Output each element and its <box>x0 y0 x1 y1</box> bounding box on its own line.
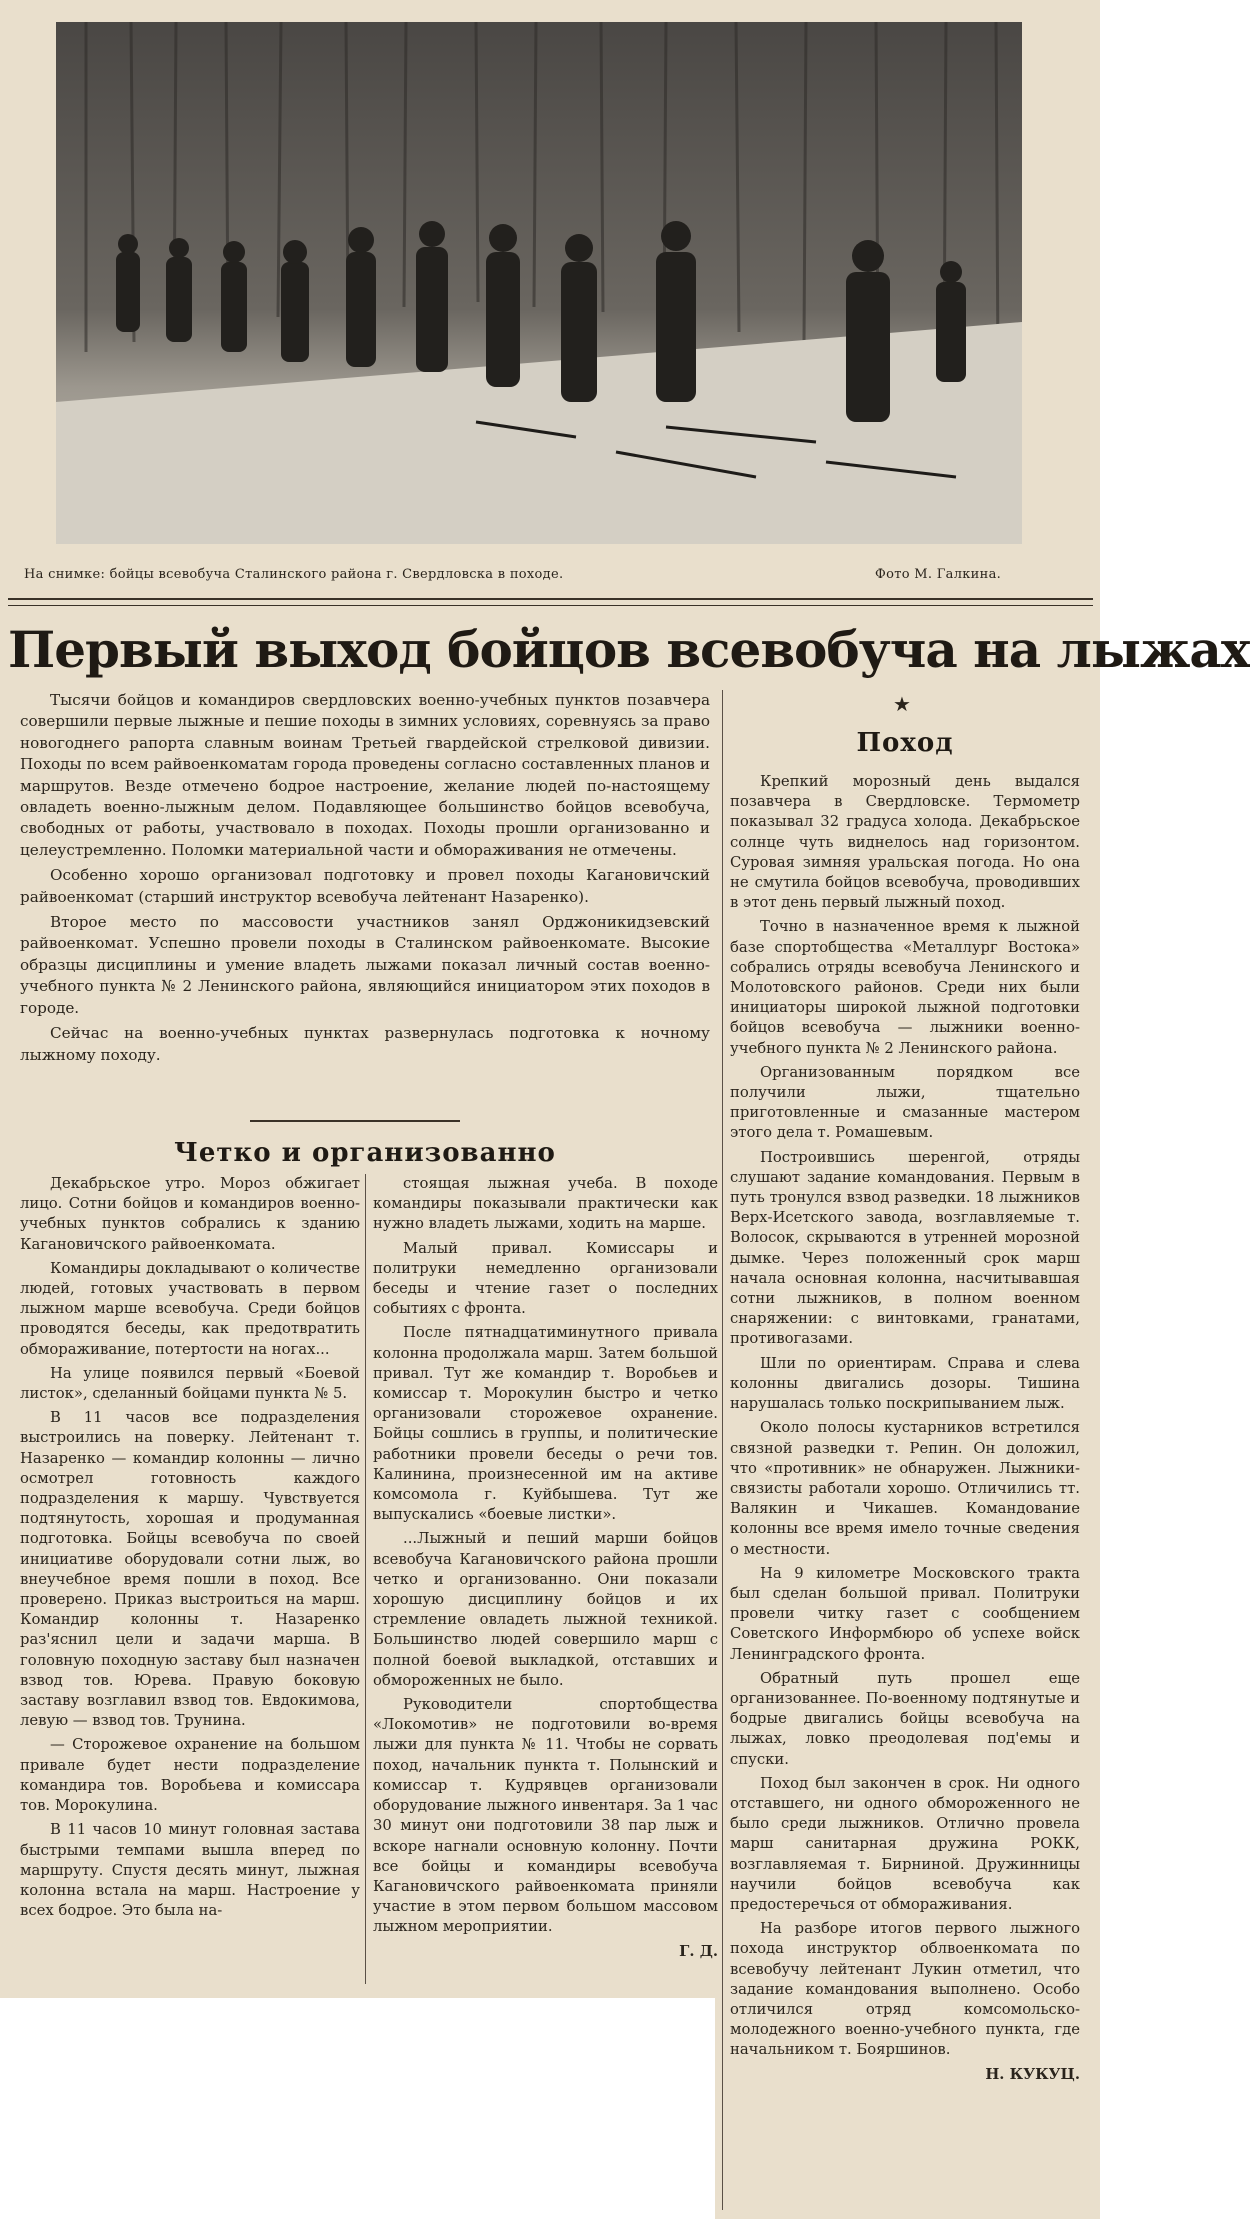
article-paragraph: Руководители спортобщества «Локомотив» не подготовили во-время лыжи для пункта № 11. Чтобы не сорвать поход, начальник пункта т. Полынский и комиссар т. Кудрявцев организовали оборудование лыжного инвентаря. За 1 час 30 минут они подготовили 38 пар лыж и вскоре нагнали основную колонну. Почти все бойцы и командиры всевобуча Кагановичского райвоенкомата приняли участие в этом первом большом массовом лыжном мероприятии. <box>373 1696 718 1936</box>
article-paragraph: В 11 часов 10 минут головная застава быстрыми темпами вышла вперед по маршруту. Спустя десять минут, лыжная колонна встала на марш. Настроение у всех бодрое. Это была на- <box>20 1821 360 1920</box>
article-paragraph: На улице появился первый «Боевой листок», сделанный бойцами пункта № 5. <box>20 1364 360 1403</box>
signature: Н. КУКУЦ. <box>985 2065 1080 2083</box>
section-title-march: Поход <box>856 728 954 758</box>
photo-credit: Фото М. Галкина. <box>875 567 1002 582</box>
section1-column-2 <box>373 1174 718 1962</box>
article-paragraph: Обратный путь прошел еще организованнее. По-военному подтянутые и бодрые двигались бойцы всевобуча на лыжах, ловко преодолевая под'емы и спуски. <box>730 1669 1080 1768</box>
section-divider <box>250 1120 460 1122</box>
article-paragraph: ...Лыжный и пеший марши бойцов всевобуча Кагановичского района прошли четко и организованно. Они показали хорошую дисциплину бойцов и их стремление овладеть лыжной техникой. Большинство людей совершило марш с полной боевой выкладкой, отставших и обмороженных не было. <box>373 1530 718 1689</box>
intro-paragraph: Тысячи бойцов и командиров свердловских военно-учебных пунктов позавчера совершили первые лыжные и пешие походы в зимних условиях, соревнуясь за право новогоднего рапорта славным воинам Третьей гвардейской стрелковой дивизии. Походы по всем райвоенкоматам города проведены согласно составленных планов и маршрутов. Везде отмечено бодрое настроение, желание людей по-настоящему овладеть военно-лыжным делом. Подавляющее большинство бойцов всевобуча, свободных от работы, участвовало в походах. Походы прошли организованно и целеустремленно. Поломки материальной части и обмораживания не отмечены. <box>20 691 710 859</box>
section-title-organized: Четко и организованно <box>174 1138 556 1168</box>
section2-column <box>730 772 1080 2085</box>
column-rule <box>722 690 723 2210</box>
signature: Г. Д. <box>679 1942 718 1960</box>
article-paragraph: После пятнадцатиминутного привала колонна продолжала марш. Затем большой привал. Тут же командир т. Воробьев и комиссар т. Морокулин быстро и четко организовали сторожевое охранение. Бойцы сошлись в группы, и политические работники провели беседы о речи тов. Калинина, произнесенной им на активе комсомола г. Куйбышева. Тут же выпускались «боевые листки». <box>373 1324 718 1524</box>
divider-line <box>8 598 1093 600</box>
intro-article <box>20 690 710 1070</box>
article-paragraph: Малый привал. Комиссары и политруки немедленно организовали беседы и чтение газет о последних событиях с фронта. <box>373 1239 718 1318</box>
article-paragraph: Организованным порядком все получили лыжи, тщательно приготовленные и смазанные мастером этого дела т. Ромашевым. <box>730 1063 1080 1142</box>
article-paragraph: стоящая лыжная учеба. В походе командиры показывали практически как нужно владеть лыжами, ходить на марше. <box>373 1175 718 1233</box>
article-paragraph: Декабрьское утро. Мороз обжигает лицо. Сотни бойцов и командиров военно-учебных пунктов собрались к зданию Кагановичского райвоенкомата. <box>20 1175 360 1253</box>
article-paragraph: Командиры докладывают о количестве людей, готовых участвовать в первом лыжном марше всевобуча. Среди бойцов проводятся беседы, как предотвратить обмораживание, потертости на ногах... <box>20 1259 360 1358</box>
divider-line <box>8 605 1093 606</box>
intro-paragraph: Второе место по массовости участников занял Орджоникидзевский райвоенкомат. Успешно провели походы в Сталинском райвоенкомате. Высокие образцы дисциплины и умение владеть лыжами показал личный состав военно-учебного пункта № 2 Ленинского района, являющийся инициатором этих походов в городе. <box>20 913 710 1017</box>
article-paragraph: Крепкий морозный день выдался позавчера в Свердловске. Термометр показывал 32 градуса холода. Декабрьское солнце чуть виднелось над горизонтом. Суровая зимняя уральская погода. Но она не смутила бойцов всевобуча, проводивших в этот день первый лыжный поход. <box>730 773 1080 912</box>
article-paragraph: На разборе итогов первого лыжного похода инструктор облвоенкомата по всевобучу лейтенант Лукин отметил, что задание командования выполнено. Особо отличился отряд комсомольско-молодежного военно-учебного пункта, где начальником т. Бояршинов. <box>730 1920 1080 2059</box>
article-paragraph: — Сторожевое охранение на большом привале будет нести подразделение командира тов. Воробьева и комиссара тов. Морокулина. <box>20 1736 360 1815</box>
article-paragraph: В 11 часов все подразделения выстроились на поверку. Лейтенант т. Назаренко — командир колонны — лично осмотрел готовность каждого подразделения к маршу. Чувствуется подтянутость, хорошая и продуманная подготовка. Бойцы всевобуча по своей инициативе оборудовали сотни лыж, во внеучебное время пошли в поход. Все проверено. Приказ выстроиться на марш. Командир колонны т. Назаренко раз'яснил цели и задачи марша. В головную походную заставу был назначен взвод тов. Юрева. Правую боковую заставу возглавил взвод тов. Евдокимова, левую — взвод тов. Трунина. <box>20 1409 360 1730</box>
article-paragraph: На 9 километре Московского тракта был сделан большой привал. Политруки провели читку газет с сообщением Советского Информбюро об успехе войск Ленинградского фронта. <box>730 1564 1080 1663</box>
article-paragraph: Поход был закончен в срок. Ни одного отставшего, ни одного обмороженного не было среди лыжников. Отлично провела марш санитарная дружина РОКК, возглавляемая т. Бирниной. Дружинницы научили бойцов всевобуча как предостеречься от обмораживания. <box>730 1774 1080 1913</box>
star-ornament: ★ <box>893 692 911 716</box>
intro-paragraph: Особенно хорошо организовал подготовку и провел походы Кагановичский райвоенкомат (старший инструктор всевобуча лейтенант Назаренко). <box>20 866 710 906</box>
intro-paragraph: Сейчас на военно-учебных пунктах развернулась подготовка к ночному лыжному походу. <box>20 1024 710 1064</box>
article-paragraph: Точно в назначенное время к лыжной базе спортобщества «Металлург Востока» собрались отряды всевобуча Ленинского и Молотовского районов. Среди них были инициаторы широкой лыжной подготовки бойцов всевобуча — лыжники военно-учебного пункта № 2 Ленинского района. <box>730 918 1080 1057</box>
column-rule <box>365 1174 366 1984</box>
article-paragraph: Шли по ориентирам. Справа и слева колонны двигались дозоры. Тишина нарушалась только поскрипыванием лыж. <box>730 1354 1080 1413</box>
section1-column-1 <box>20 1174 360 1925</box>
photo-ski-march <box>56 22 1022 544</box>
article-paragraph: Около полосы кустарников встретился связной разведки т. Репин. Он доложил, что «противник» не обнаружен. Лыжники-связисты работали хорошо. Отличились тт. Валякин и Чикашев. Командование колонны все время имело точные сведения о местности. <box>730 1419 1080 1558</box>
headline: Первый выход бойцов всевобуча на лыжах <box>8 620 1250 679</box>
photo-caption: На снимке: бойцы всевобуча Сталинского района г. Свердловска в походе. <box>24 567 564 582</box>
article-paragraph: Построившись шеренгой, отряды слушают задание командования. Первым в путь тронулся взвод разведки. 18 лыжников Верх-Исетского завода, возглавляемые т. Волосок, скрываются в утренней морозной дымке. Через положенный срок марш начала основная колонна, насчитывавшая сотни лыжников, в полном военном снаряжении: с винтовками, гранатами, противогазами. <box>730 1148 1080 1348</box>
